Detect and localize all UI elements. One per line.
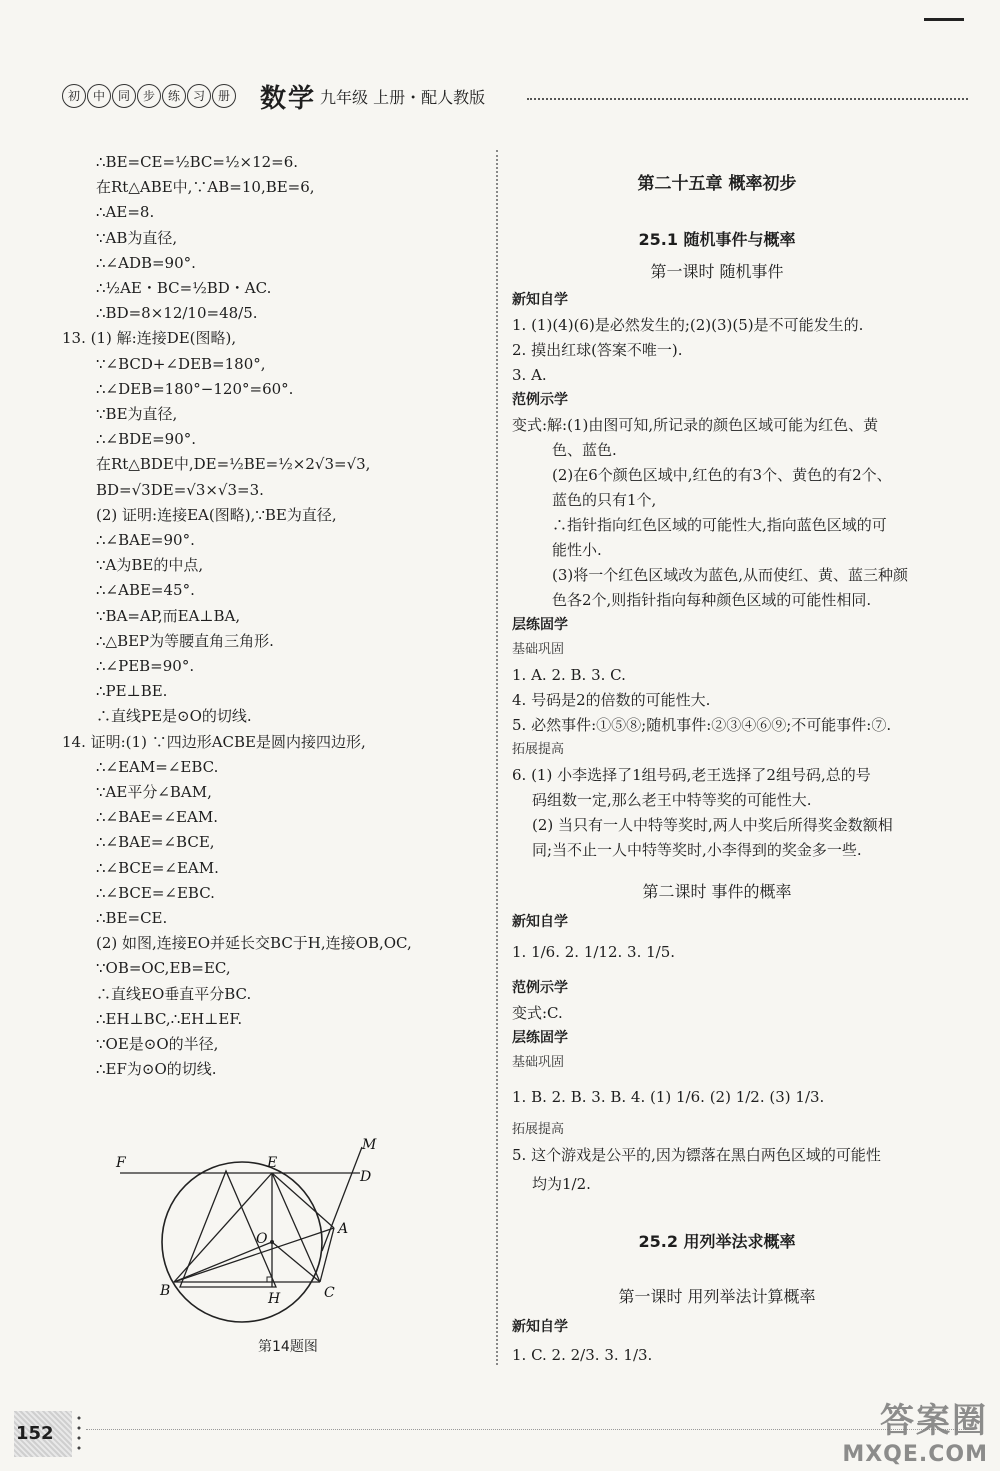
right-line: 同;当不止一人中特等奖时,小李得到的奖金多一些.: [532, 841, 862, 859]
label-d: D: [360, 1169, 372, 1185]
left-line: ∴∠BDE=90°.: [96, 430, 197, 449]
left-line: ∴AE=8.: [96, 203, 155, 222]
left-line: ∵BA=AP,而EA⊥BA,: [96, 606, 241, 625]
label-o: O: [256, 1231, 268, 1247]
left-line: ∵A为BE的中点,: [96, 556, 204, 575]
right-line: 变式:C.: [512, 1004, 563, 1022]
left-line: ∴∠EAM=∠EBC.: [96, 757, 219, 776]
left-line: ∴△BEP为等腰直角三角形.: [96, 631, 274, 650]
right-line: ∴指针指向红色区域的可能性大,指向蓝色区域的可: [552, 516, 887, 534]
left-line: ∵OB=OC,EB=EC,: [96, 959, 231, 978]
right-line: 1. 1/6. 2. 1/12. 3. 1/5.: [512, 943, 676, 961]
series-char: 册: [212, 84, 236, 108]
right-line: 蓝色的只有1个,: [552, 491, 657, 509]
geometry-figure-14: [110, 1135, 380, 1340]
circle-o: [162, 1162, 322, 1322]
right-line: 第二十五章 概率初步: [637, 174, 797, 194]
left-line: ∴∠BAE=90°.: [96, 531, 195, 549]
series-title: [62, 84, 236, 108]
right-line: 5. 必然事件:①⑤⑧;随机事件:②③④⑥⑨;不可能事件:⑦.: [512, 716, 892, 734]
left-line: ∵AB为直径,: [96, 228, 178, 247]
grade-edition: 九年级 上册・配人教版: [320, 88, 486, 107]
left-line: BD=√3DE=√3×√3=3.: [96, 480, 264, 499]
right-line: 层练固学: [512, 1030, 568, 1046]
page-header: [62, 80, 968, 112]
right-line: 第二课时 事件的概率: [642, 882, 792, 901]
footer-dots: [76, 1413, 82, 1455]
column-divider: [496, 150, 498, 1365]
right-line: 2. 摸出红球(答案不唯一).: [512, 341, 683, 359]
top-corner-mark: [924, 18, 964, 21]
left-line: ∴∠BAE=∠BCE,: [96, 833, 215, 852]
watermark-main: 答案圈: [880, 1401, 988, 1441]
left-line: ∴∠BCE=∠EBC.: [96, 883, 215, 902]
label-c: C: [324, 1285, 335, 1301]
right-line: 色、蓝色.: [552, 441, 617, 459]
watermark: [842, 1393, 988, 1467]
right-line: 25.1 随机事件与概率: [638, 230, 796, 249]
segment-oc: [272, 1242, 320, 1282]
right-line: 码组数一定,那么老王中特等奖的可能性大.: [532, 791, 812, 809]
footer-rule: [86, 1429, 966, 1430]
left-line: ∴∠DEB=180°−120°=60°.: [96, 379, 294, 398]
triangle-ebc: [180, 1171, 276, 1287]
page-footer: [0, 1401, 1000, 1471]
left-line: ∴BE=CE.: [96, 909, 168, 927]
right-line: 范例示学: [512, 980, 568, 996]
left-line: ∴∠BAE=∠EAM.: [96, 808, 218, 827]
left-line: ∴∠ABE=45°.: [96, 581, 195, 600]
label-f: F: [116, 1155, 126, 1171]
header-dotted-rule: [527, 98, 968, 100]
left-line: ∴∠ADB=90°.: [96, 253, 196, 272]
left-line: ∴½AE・BC=½BD・AC.: [96, 279, 272, 297]
right-line: 6. (1) 小李选择了1组号码,老王选择了2组号码,总的号: [512, 766, 871, 784]
left-line: ∵∠BCD+∠DEB=180°,: [96, 354, 266, 373]
left-line: ∴PE⊥BE.: [96, 682, 168, 701]
label-h: H: [268, 1291, 281, 1307]
right-line: 均为1/2.: [532, 1175, 591, 1193]
right-line: 1. A. 2. B. 3. C.: [512, 666, 626, 684]
left-line: ∴直线PE是⊙O的切线.: [96, 707, 252, 726]
right-line: 新知自学: [512, 914, 568, 930]
left-line: ∴直线EO垂直平分BC.: [96, 984, 252, 1003]
series-char: 中: [87, 84, 111, 108]
segment-ob: [174, 1242, 272, 1282]
series-char: 练: [162, 84, 186, 108]
right-line: 拓展提高: [512, 1122, 565, 1137]
left-line: 13. (1) 解:连接DE(图略),: [62, 329, 237, 348]
right-angle-mark: [267, 1277, 272, 1282]
right-line: (2)在6个颜色区域中,红色的有3个、黄色的有2个、: [552, 466, 892, 484]
left-line: 在Rt△ABE中,∵AB=10,BE=6,: [96, 178, 315, 197]
left-line: ∴BD=8×12/10=48/5.: [96, 304, 258, 323]
right-line: 基础巩固: [512, 642, 565, 657]
right-line: 3. A.: [512, 366, 547, 384]
left-line: ∵AE平分∠BAM,: [96, 783, 212, 801]
right-line: 25.2 用列举法求概率: [638, 1232, 796, 1251]
figure-caption: 第14题图: [258, 1339, 318, 1355]
right-line: (2) 当只有一人中特等奖时,两人中奖后所得奖金数额相: [532, 816, 893, 834]
label-m: M: [362, 1137, 377, 1153]
series-char: 同: [112, 84, 136, 108]
right-line: 第一课时 随机事件: [650, 262, 784, 281]
right-line: 基础巩固: [512, 1055, 565, 1070]
left-line: ∵BE为直径,: [96, 405, 178, 423]
label-a: A: [338, 1221, 349, 1237]
right-line: 能性小.: [552, 541, 602, 559]
series-char: 初: [62, 84, 86, 108]
series-char: 步: [137, 84, 161, 108]
left-line: ∴EH⊥BC,∴EH⊥EF.: [96, 1009, 243, 1028]
left-line: ∵OE是⊙O的半径,: [96, 1035, 219, 1053]
left-line: ∴BE=CE=½BC=½×12=6.: [96, 153, 299, 171]
right-line: 1. B. 2. B. 3. B. 4. (1) 1/6. (2) 1/2. (3) 1/3.: [512, 1088, 825, 1106]
right-line: 1. (1)(4)(6)是必然发生的;(2)(3)(5)是不可能发生的.: [512, 316, 864, 334]
left-line: ∴∠BCE=∠EAM.: [96, 858, 219, 877]
subject-title: 数学: [260, 84, 317, 114]
left-line: (2) 证明:连接EA(图略),∵BE为直径,: [96, 505, 337, 524]
center-point: [270, 1240, 274, 1244]
right-line: 变式:解:(1)由图可知,所记录的颜色区域可能为红色、黄: [512, 416, 879, 434]
label-e: E: [267, 1155, 278, 1171]
series-char: 习: [187, 84, 211, 108]
left-line: ∴∠PEB=90°.: [96, 657, 195, 675]
right-line: 色各2个,则指针指向每种颜色区域的可能性相同.: [552, 591, 872, 609]
right-line: 层练固学: [512, 617, 568, 633]
left-line: 在Rt△BDE中,DE=½BE=½×2√3=√3,: [96, 455, 371, 474]
left-line: ∴EF为⊙O的切线.: [96, 1060, 217, 1079]
label-b: B: [160, 1283, 171, 1299]
right-line: 第一课时 用列举法计算概率: [618, 1287, 816, 1306]
page-number: 152: [16, 1423, 54, 1444]
right-line: (3)将一个红色区域改为蓝色,从而使红、黄、蓝三种颜: [552, 566, 909, 584]
left-line: 14. 证明:(1) ∵四边形ACBE是圆内接四边形,: [62, 732, 366, 751]
right-line: 新知自学: [512, 1319, 568, 1335]
segment-ec: [272, 1173, 320, 1282]
right-line: 4. 号码是2的倍数的可能性大.: [512, 691, 711, 709]
right-line: 5. 这个游戏是公平的,因为镖落在黑白两色区域的可能性: [512, 1146, 881, 1164]
right-line: 范例示学: [512, 392, 568, 408]
segment-ea: [272, 1173, 334, 1228]
right-line: 拓展提高: [512, 742, 565, 757]
watermark-url: MXQE.COM: [842, 1442, 988, 1467]
right-line: 新知自学: [512, 292, 568, 308]
right-line: 1. C. 2. 2/3. 3. 1/3.: [512, 1346, 653, 1364]
left-line: (2) 如图,连接EO并延长交BC于H,连接OB,OC,: [96, 934, 412, 953]
